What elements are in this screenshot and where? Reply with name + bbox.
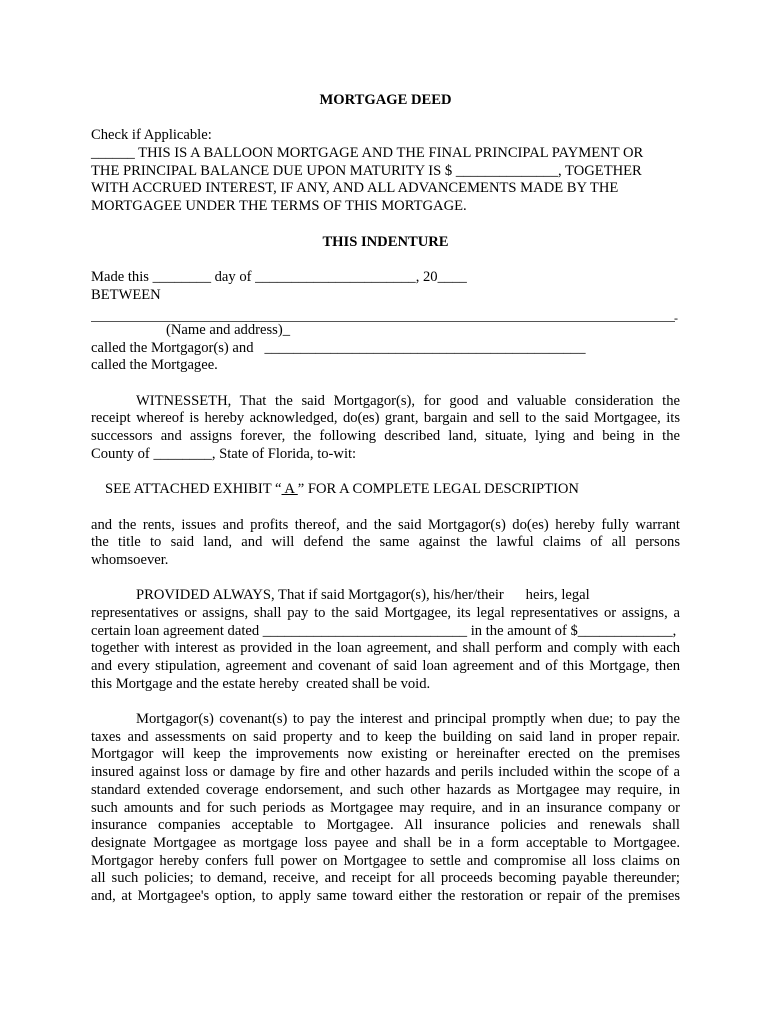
name-address-label: (Name and address)_ (166, 321, 290, 338)
covenant-line-10: all such policies; to demand, receive, and receipt for all proceeds becoming payable thereunder; (91, 870, 680, 887)
spacer (91, 251, 680, 269)
document-title: MORTGAGE DEED (319, 92, 452, 108)
spacer (91, 375, 680, 393)
covenant-line-2: taxes and assessments on said property and to keep the building on said land in proper repair. (91, 728, 680, 745)
covenant-line-8: designate Mortgagee as mortgage loss payee and shall be in a form acceptable to Mortgagee. (91, 834, 680, 851)
exhibit-letter: A (281, 481, 298, 498)
balloon-line-1: ______ THIS IS A BALLOON MORTGAGE AND THE FINAL PRINCIPAL PAYMENT OR (91, 145, 644, 162)
rule-end-mark: - (674, 311, 678, 325)
county-label: County of (91, 445, 154, 462)
county-state: , State of Florida, to-wit: (211, 445, 357, 462)
rents-line-1: and the rents, issues and profits thereof, and the said Mortgagor(s) do(es) hereby fully warrant (91, 516, 680, 533)
spacer (91, 499, 680, 517)
spacer (91, 570, 680, 588)
rents-line-2: the title to said land, and will defend the same against the lawful claims of all persons (91, 534, 680, 551)
covenant-line-3: Mortgagor will keep the improvements now existing or hereinafter erected on the premises (91, 746, 680, 763)
spacer (91, 463, 680, 481)
mortgagor-line: called the Mortgagor(s) and ____________________________________________ (91, 339, 586, 356)
provided-line-5: and every stipulation, agreement and covenant of said loan agreement and of this Mortgage, then (91, 658, 680, 674)
provided-line-1: PROVIDED ALWAYS, That if said Mortgagor(s), his/her/their heirs, legal (136, 587, 590, 604)
rents-line-3: whomsoever. (91, 551, 169, 568)
provided-line-2: representatives or assigns, shall pay to the said Mortgagee, its legal representatives or assigns, a (91, 604, 680, 621)
between-label: BETWEEN (91, 286, 161, 303)
provided-line-3: certain loan agreement dated ____________________________ in the amount of $_____________, (91, 622, 677, 639)
covenant-line-5: standard extended coverage endorsement, and such other hazards as Mortgagee may require, in (91, 781, 680, 798)
balloon-line-2: THE PRINCIPAL BALANCE DUE UPON MATURITY IS $ ______________, TOGETHER (91, 162, 642, 179)
exhibit-post: ” FOR A COMPLETE LEGAL DESCRIPTION (297, 481, 579, 498)
county-line (91, 446, 680, 464)
county-blank: ________ (153, 445, 212, 462)
party-blank-rule (91, 304, 675, 322)
covenant-line-6: such amounts and for such periods as Mortgagee may require, and in an insurance company or (91, 799, 680, 816)
witnesseth-line-3: successors and assigns forever, the following described land, situate, lying and being in the (91, 428, 680, 445)
made-date-line: Made this ________ day of ______________________, 20____ (91, 268, 467, 285)
covenant-line-4: insured against loss or damage by fire and other hazards and perils included within the scope of a (91, 764, 680, 781)
indenture-heading: THIS INDENTURE (322, 233, 449, 250)
spacer (91, 216, 680, 234)
witnesseth-line-1: WITNESSETH, That the said Mortgagor(s), for good and valuable consideration the (136, 392, 680, 409)
witnesseth-line-2: receipt whereof is hereby acknowledged, do(es) grant, bargain and sell to the said Mortgagee, its (91, 410, 680, 427)
covenant-line-11: and, at Mortgagee's option, to apply same toward either the restoration or repair of the premises (91, 887, 680, 904)
document-page (91, 92, 680, 906)
exhibit-pre: SEE ATTACHED EXHIBIT “ (105, 481, 282, 498)
spacer (91, 110, 680, 128)
provided-line-6: this Mortgage and the estate hereby created shall be void. (91, 675, 431, 692)
covenant-line-7: insurance companies acceptable to Mortgagee. All insurance policies and renewals shall (91, 817, 680, 834)
exhibit-line (91, 481, 680, 499)
check-heading: Check if Applicable: (91, 127, 212, 144)
mortgagee-line: called the Mortgagee. (91, 357, 218, 374)
balloon-line-3: WITH ACCRUED INTEREST, IF ANY, AND ALL ADVANCEMENTS MADE BY THE (91, 180, 619, 197)
balloon-line-4: MORTGAGEE UNDER THE TERMS OF THIS MORTGAGE. (91, 198, 467, 215)
provided-line-4: together with interest as provided in the loan agreement, and shall perform and comply with each (91, 640, 680, 657)
covenant-line-1: Mortgagor(s) covenant(s) to pay the interest and principal promptly when due; to pay the (136, 711, 680, 728)
covenant-line-9: Mortgagor hereby confers full power on Mortgagee to settle and compromise all loss claims on (91, 852, 680, 869)
spacer (91, 693, 680, 711)
